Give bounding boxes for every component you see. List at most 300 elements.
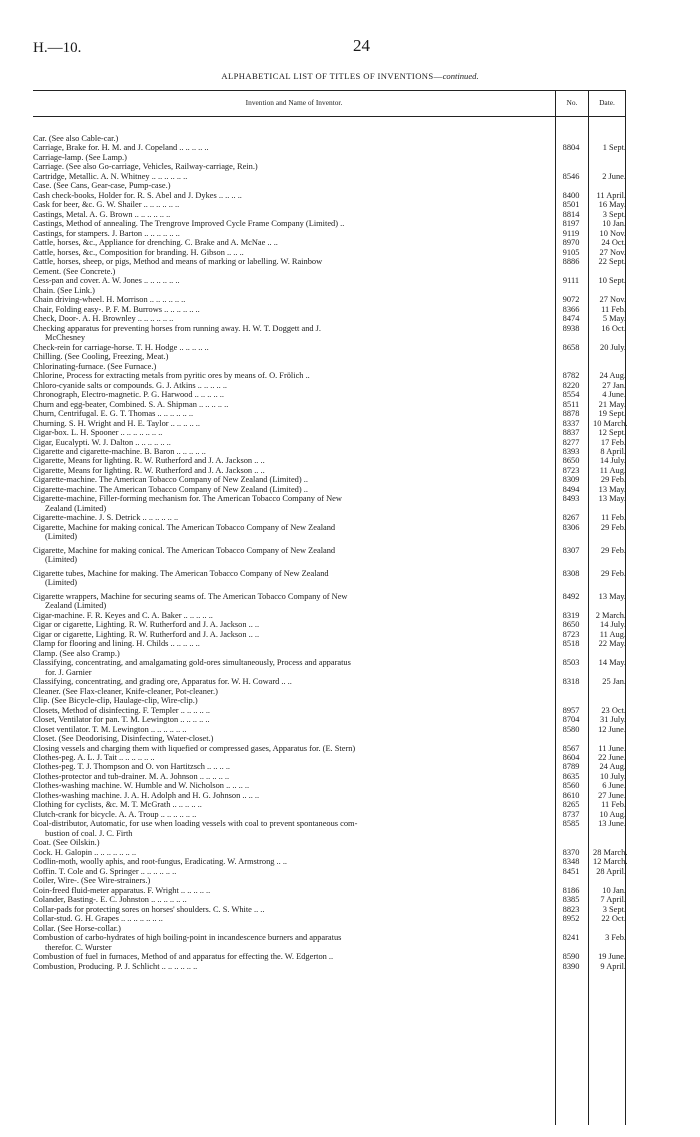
- table-row: [33, 781, 626, 790]
- patent-number: 8309: [562, 475, 580, 485]
- invention-title: therefor. C. Wurster: [45, 942, 112, 952]
- patent-date: 11 Feb.: [601, 304, 626, 314]
- invention-title: Chilling. (See Cooling, Freezing, Meat.): [33, 352, 169, 362]
- table-row: [33, 696, 626, 705]
- invention-title: Cask for beer, &c. G. W. Shailer .. .. .. .. .. ..: [33, 200, 180, 210]
- column-header-date: Date.: [599, 98, 615, 107]
- table-row: [33, 286, 626, 295]
- patent-number: 9105: [562, 247, 580, 257]
- invention-title: Carriage-lamp. (See Lamp.): [33, 152, 127, 162]
- invention-title: Clamp. (See also Cramp.): [33, 648, 120, 658]
- table-row: [33, 162, 626, 171]
- invention-title: Cigarette, Means for lighting. R. W. Rutherford and J. A. Jackson .. ..: [33, 456, 265, 466]
- patent-date: 10 July.: [600, 771, 626, 781]
- table-row: [33, 620, 626, 629]
- patent-date: 10 Jan.: [602, 219, 626, 229]
- table-row: [33, 639, 626, 648]
- patent-number: 8494: [562, 484, 580, 494]
- patent-number: 8723: [562, 629, 580, 639]
- table-row: [33, 381, 626, 390]
- invention-title: Collar-stud. G. H. Grapes .. .. .. .. .. .. ..: [33, 914, 163, 924]
- patent-date: 24 Oct.: [601, 238, 626, 248]
- patent-date: 16 Oct.: [601, 323, 626, 333]
- patent-number: 8393: [562, 446, 580, 456]
- patent-number: 8241: [562, 933, 580, 943]
- patent-date: 11 Aug.: [599, 629, 626, 639]
- invention-title: Carriage, Brake for. H. M. and J. Copeland .. .. .. .. ..: [33, 143, 209, 153]
- patent-number: 8348: [562, 857, 580, 867]
- patent-number: 8938: [562, 323, 580, 333]
- patent-number: 8493: [562, 494, 580, 504]
- patent-number: 8186: [562, 885, 580, 895]
- table-row: [33, 504, 626, 513]
- patent-number: 8886: [562, 257, 580, 267]
- patent-number: 8366: [562, 304, 580, 314]
- patent-number: 8492: [562, 591, 580, 601]
- table-row: [33, 952, 626, 961]
- patent-date: 11 Feb.: [601, 513, 626, 523]
- table-row: [33, 314, 626, 323]
- table-row: [33, 772, 626, 781]
- invention-title: Check, Door-. A. H. Brownley .. .. .. .. .. ..: [33, 314, 174, 324]
- invention-title: Coffin. T. Cole and G. Springer .. .. .. .. .. ..: [33, 866, 177, 876]
- patent-number: 8610: [562, 790, 580, 800]
- table-row: [33, 715, 626, 724]
- patent-date: 11 April.: [596, 190, 626, 200]
- table-row: [33, 456, 626, 465]
- patent-number: 8503: [562, 658, 580, 668]
- patent-number: 8837: [562, 428, 580, 438]
- invention-title: Codlin-moth, woolly aphis, and root-fungus, Eradicating. W. Armstrong .. ..: [33, 857, 288, 867]
- table-row: [33, 905, 626, 914]
- table-row: [33, 343, 626, 352]
- invention-title: Coat. (See Oilskin.): [33, 838, 100, 848]
- table-row: [33, 191, 626, 200]
- invention-title: (Limited): [45, 555, 78, 565]
- invention-title: Cigar or cigarette, Lighting. R. W. Rutherford and J. A. Jackson .. ..: [33, 620, 260, 630]
- table-row: [33, 409, 626, 418]
- patent-number: 8474: [562, 314, 580, 324]
- invention-title: Cigar or cigarette, Lighting. R. W. Rutherford and J. A. Jackson .. ..: [33, 629, 260, 639]
- patent-number: 8560: [562, 781, 580, 791]
- table-row: [33, 819, 626, 828]
- table-row: [33, 800, 626, 809]
- invention-title: Cattle, horses, &c., Appliance for drenching. C. Brake and A. McNae .. ..: [33, 238, 278, 248]
- patent-number: 8197: [562, 219, 580, 229]
- table-row: [33, 677, 626, 686]
- patent-date: 14 July.: [600, 456, 626, 466]
- patent-number: 8265: [562, 800, 580, 810]
- patent-number: 8277: [562, 437, 580, 447]
- patent-date: 19 Sept.: [598, 409, 626, 419]
- table-row: [33, 371, 626, 380]
- table-row: [33, 895, 626, 904]
- table-row: [33, 485, 626, 494]
- table-row: [33, 513, 626, 522]
- invention-title: McChesney: [45, 333, 86, 343]
- patent-number: 8782: [562, 371, 580, 381]
- patent-date: 10 March.: [593, 418, 628, 428]
- patent-number: 8567: [562, 743, 580, 753]
- invention-title: Churning. S. H. Wright and H. E. Taylor .. .. .. .. ..: [33, 418, 200, 428]
- invention-title: Checking apparatus for preventing horses from running away. H. W. T. Doggett and J.: [33, 323, 322, 333]
- patent-number: 8554: [562, 390, 580, 400]
- table-row: [33, 791, 626, 800]
- patent-date: 27 June.: [598, 790, 626, 800]
- invention-title: Closet ventilator. T. M. Lewington .. .. .. .. .. ..: [33, 724, 187, 734]
- invention-title: Cigarette-machine. J. S. Detrick .. .. .. .. .. ..: [33, 513, 179, 523]
- patent-date: 5 May.: [602, 314, 626, 324]
- table-row: [33, 324, 626, 333]
- patent-date: 12 March.: [593, 857, 628, 867]
- invention-title: bustion of coal. J. C. Firth: [45, 828, 133, 838]
- patent-date: 10 Aug.: [599, 809, 626, 819]
- table-row: [33, 555, 626, 564]
- invention-title: Classifying, concentrating, and grading ore, Apparatus for. W. H. Coward .. ..: [33, 677, 292, 687]
- patent-date: 19 June.: [598, 952, 626, 962]
- patent-number: 9111: [562, 276, 580, 286]
- patent-date: 21 May.: [598, 399, 626, 409]
- invention-title: Cement. (See Concrete.): [33, 266, 116, 276]
- table-row: [33, 248, 626, 257]
- invention-title: Clothes-peg. A. L. J. Tait .. .. .. .. .. ..: [33, 753, 155, 762]
- invention-title: Chair, Folding easy-. P. F. M. Burrows .. .. .. .. .. ..: [33, 304, 200, 314]
- invention-title: Cigarette, Machine for making conical. The American Tobacco Company of New Zealand: [33, 522, 336, 532]
- patent-date: 16 May.: [598, 200, 626, 210]
- patent-date: 20 July.: [600, 342, 626, 352]
- inventions-table: [33, 90, 626, 1125]
- patent-number: 8737: [562, 809, 580, 819]
- patent-date: 14 July.: [600, 620, 626, 630]
- table-row: [33, 210, 626, 219]
- table-row: [33, 601, 626, 610]
- invention-title: Closets, Method of disinfecting. F. Templer .. .. .. .. ..: [33, 705, 211, 715]
- invention-title: Castings, Metal. A. G. Brown .. .. .. .. .. ..: [33, 209, 171, 219]
- table-row: [33, 532, 626, 541]
- patent-date: 27 Nov.: [599, 295, 626, 305]
- invention-title: Chloro-cyanide salts or compounds. G. J. Atkins .. .. .. .. ..: [33, 380, 228, 390]
- patent-number: 8220: [562, 380, 580, 390]
- table-row: [33, 762, 626, 771]
- table-row: [33, 744, 626, 753]
- invention-title: Closet. (See Deodorising, Disinfecting, Water-closet.): [33, 734, 214, 744]
- invention-title: Check-rein for carriage-horse. T. H. Hodge .. .. .. .. ..: [33, 342, 209, 352]
- table-row: [33, 857, 626, 866]
- invention-title: Combustion of fuel in furnaces, Method of and apparatus for effecting the. W. Edgerton ..: [33, 952, 334, 962]
- table-row: [33, 933, 626, 942]
- patent-number: 8823: [562, 904, 580, 914]
- invention-title: Cess-pan and cover. A. W. Jones .. .. .. .. .. ..: [33, 276, 180, 286]
- patent-number: 8306: [562, 522, 580, 532]
- invention-title: Chain driving-wheel. H. Morrison .. .. .. .. .. ..: [33, 295, 186, 305]
- table-row: [33, 475, 626, 484]
- table-row: [33, 295, 626, 304]
- invention-title: Clothes-washing machine. J. A. H. Adolph and H. G. Johnson .. .. ..: [33, 790, 260, 800]
- invention-title: Cigar-box. L. H. Spooner .. .. .. .. .. .. ..: [33, 428, 163, 438]
- invention-title: Clothing for cyclists, &c. M. T. McGrath .. .. .. .. ..: [33, 800, 202, 810]
- table-row: [33, 400, 626, 409]
- patent-number: 8337: [562, 418, 580, 428]
- invention-title: Cigarette tubes, Machine for making. The American Tobacco Company of New Zealand: [33, 568, 329, 578]
- document-reference: H.—10.: [33, 40, 82, 56]
- table-row: [33, 153, 626, 162]
- invention-title: Cock. H. Galopin .. .. .. .. .. .. ..: [33, 847, 137, 857]
- invention-title: Clothes-washing machine. W. Humble and W. Nicholson .. .. .. ..: [33, 781, 250, 791]
- invention-title: Cleaner. (See Flax-cleaner, Knife-cleaner, Pot-cleaner.): [33, 686, 218, 696]
- table-row: [33, 943, 626, 952]
- column-header-invention: Invention and Name of Inventor.: [245, 98, 343, 107]
- patent-number: 8546: [562, 171, 580, 181]
- invention-title: Castings, for stampers. J. Barton .. .. .. .. .. ..: [33, 228, 180, 238]
- patent-number: 8580: [562, 724, 580, 734]
- patent-number: 8590: [562, 952, 580, 962]
- patent-date: 14 May.: [598, 658, 626, 668]
- table-row: [33, 200, 626, 209]
- table-row: [33, 362, 626, 371]
- patent-date: 25 Jan.: [602, 677, 626, 687]
- patent-date: 27 Nov.: [599, 247, 626, 257]
- patent-date: 22 May.: [598, 639, 626, 649]
- invention-title: Chlorine, Process for extracting metals from pyritic ores by means of. O. Frölich ..: [33, 371, 310, 381]
- invention-title: Zealand (Limited): [45, 601, 107, 611]
- invention-title: Combustion of carbo-hydrates of high boiling-point in incandescence burners and apparatus: [33, 933, 342, 943]
- invention-title: Cigarette-machine, Filler-forming mechanism for. The American Tobacco Company of New: [33, 494, 342, 504]
- invention-title: Colander, Basting-. E. C. Johnston .. .. .. .. .. ..: [33, 895, 187, 905]
- patent-number: 8814: [562, 209, 580, 219]
- patent-number: 8658: [562, 342, 580, 352]
- patent-date: 10 Jan.: [602, 885, 626, 895]
- patent-date: 29 Feb.: [600, 522, 626, 532]
- invention-title: Cigarette, Means for lighting. R. W. Rutherford and J. A. Jackson .. ..: [33, 465, 265, 475]
- patent-date: 29 Feb.: [600, 568, 626, 578]
- patent-number: 8318: [562, 677, 580, 687]
- patent-number: 8390: [562, 961, 580, 971]
- patent-number: 8385: [562, 895, 580, 905]
- table-row: [33, 886, 626, 895]
- table-header-rule: [33, 116, 626, 117]
- table-row: [33, 848, 626, 857]
- invention-title: Collar. (See Horse-collar.): [33, 923, 121, 933]
- invention-title: Cigarette wrappers, Machine for securing seams of. The American Tobacco Company of New: [33, 591, 348, 601]
- invention-title: Churn and egg-beater, Combined. S. A. Shipman .. .. .. .. ..: [33, 399, 229, 409]
- patent-number: 8451: [562, 866, 580, 876]
- invention-title: Case. (See Cans, Gear-case, Pump-case.): [33, 181, 171, 191]
- table-row: [33, 333, 626, 342]
- patent-date: 3 Feb.: [605, 933, 626, 943]
- patent-date: 11 Aug.: [599, 465, 626, 475]
- invention-title: Clothes-peg. T. J. Thompson and O. von Hartitzsch .. .. .. ..: [33, 762, 231, 772]
- table-row: [33, 238, 626, 247]
- patent-date: 22 Oct.: [601, 914, 626, 924]
- invention-title: (Limited): [45, 578, 78, 588]
- invention-title: Closing vessels and charging them with liquefied or compressed gases, Apparatus for. (E. Stern): [33, 743, 356, 753]
- invention-title: Coal-distributor, Automatic, for use when loading vessels with coal to prevent spontaneous com-: [33, 819, 358, 829]
- title-continued: continued.: [442, 71, 479, 81]
- patent-date: 22 June.: [598, 753, 626, 762]
- table-row: [33, 668, 626, 677]
- patent-date: 13 June.: [598, 819, 626, 829]
- table-row: [33, 438, 626, 447]
- patent-date: 29 Feb.: [600, 475, 626, 485]
- patent-number: 8511: [562, 399, 580, 409]
- patent-date: 28 March.: [593, 847, 628, 857]
- page-number: 24: [353, 36, 370, 55]
- patent-date: 9 April.: [600, 961, 626, 971]
- table-row: [33, 428, 626, 437]
- invention-title: for. J. Garnier: [45, 667, 92, 677]
- invention-title: Collar-pads for protecting sores on horses' shoulders. C. S. White .. ..: [33, 904, 265, 914]
- invention-title: Cartridge, Metallic. A. N. Whitney .. .. .. .. .. ..: [33, 171, 188, 181]
- patent-date: 24 Aug.: [599, 762, 626, 772]
- patent-date: 10 Sept.: [598, 276, 626, 286]
- patent-date: 11 June.: [598, 743, 626, 753]
- invention-title: Classifying, concentrating, and amalgamating gold-ores simultaneously, Process and apparatus: [33, 658, 351, 668]
- table-row: [33, 447, 626, 456]
- table-row: [33, 305, 626, 314]
- table-row: [33, 143, 626, 152]
- table-row: [33, 523, 626, 532]
- column-header-no: No.: [566, 98, 578, 107]
- patent-number: 8723: [562, 465, 580, 475]
- patent-number: 8267: [562, 513, 580, 523]
- table-row: [33, 962, 626, 971]
- invention-title: (Limited): [45, 532, 78, 542]
- patent-number: 9072: [562, 295, 580, 305]
- patent-number: 8952: [562, 914, 580, 924]
- table-row: [33, 276, 626, 285]
- invention-title: Closet, Ventilator for pan. T. M. Lewington .. .. .. .. ..: [33, 715, 210, 725]
- table-row: [33, 829, 626, 838]
- patent-date: 13 May.: [598, 591, 626, 601]
- table-row: [33, 649, 626, 658]
- patent-date: 11 Feb.: [601, 800, 626, 810]
- invention-title: Cigarette-machine. The American Tobacco Company of New Zealand (Limited) ..: [33, 475, 308, 485]
- invention-title: Cattle, horses, &c., Composition for branding. H. Gibson .. .. ..: [33, 247, 244, 257]
- invention-title: Cattle, horses, sheep, or pigs, Method and means of marking or labelling. W. Rainbow: [33, 257, 323, 267]
- invention-title: Castings, Method of annealing. The Trengrove Improved Cycle Frame Company (Limited) ..: [33, 219, 345, 229]
- invention-title: Churn, Centrifugal. E. G. T. Thomas .. .. .. .. .. ..: [33, 409, 194, 419]
- table-row: [33, 658, 626, 667]
- invention-title: Clothes-protector and tub-drainer. M. A. Johnson .. .. .. .. ..: [33, 771, 230, 781]
- invention-title: Clip. (See Bicycle-clip, Haulage-clip, Wire-clip.): [33, 696, 198, 706]
- patent-date: 24 Aug.: [599, 371, 626, 381]
- invention-title: Cigarette, Machine for making conical. The American Tobacco Company of New Zealand: [33, 545, 336, 555]
- table-row: [33, 630, 626, 639]
- invention-title: Chain. (See Link.): [33, 285, 95, 295]
- table-row: [33, 592, 626, 601]
- patent-number: 8518: [562, 639, 580, 649]
- patent-date: 31 July.: [600, 715, 626, 725]
- invention-title: Zealand (Limited): [45, 503, 107, 513]
- table-row: [33, 753, 626, 762]
- table-row: [33, 924, 626, 933]
- invention-title: Cigarette and cigarette-machine. B. Baron .. .. .. .. ..: [33, 446, 206, 456]
- patent-date: 17 Feb.: [600, 437, 626, 447]
- patent-number: 8957: [562, 705, 580, 715]
- invention-title: Chronograph, Electro-magnetic. P. G. Harwood .. .. .. .. ..: [33, 390, 224, 400]
- patent-number: 8878: [562, 409, 580, 419]
- table-row: [33, 734, 626, 743]
- patent-number: 8307: [562, 545, 580, 555]
- patent-date: 3 Sept.: [602, 209, 626, 219]
- patent-date: 2 June.: [602, 171, 626, 181]
- patent-number: 8650: [562, 456, 580, 466]
- patent-date: 22 Sept.: [598, 257, 626, 267]
- patent-number: 8308: [562, 568, 580, 578]
- patent-date: 27 Jan.: [602, 380, 626, 390]
- invention-title: Clutch-crank for bicycle. A. A. Troup .. .. .. .. .. ..: [33, 809, 197, 819]
- patent-date: 29 Feb.: [600, 545, 626, 555]
- patent-date: 28 April.: [596, 866, 626, 876]
- patent-date: 4 June.: [602, 390, 626, 400]
- table-row: [33, 172, 626, 181]
- patent-date: 2 March.: [595, 610, 626, 620]
- invention-title: Chlorinating-furnace. (See Furnace.): [33, 361, 157, 371]
- patent-number: 8370: [562, 847, 580, 857]
- table-row: [33, 876, 626, 885]
- table-row: [33, 229, 626, 238]
- patent-date: 12 Sept.: [598, 428, 626, 438]
- table-body: [33, 134, 626, 971]
- table-row: [33, 546, 626, 555]
- page-title: [0, 71, 700, 81]
- patent-number: 8789: [562, 762, 580, 772]
- patent-date: 1 Sept.: [602, 143, 626, 153]
- patent-date: 10 Nov.: [599, 228, 626, 238]
- table-row: [33, 706, 626, 715]
- title-main: ALPHABETICAL LIST OF TITLES OF INVENTIONS—: [221, 71, 443, 81]
- table-row: [33, 494, 626, 503]
- page-header: [33, 36, 660, 66]
- table-row: [33, 390, 626, 399]
- patent-number: 8704: [562, 715, 580, 725]
- invention-title: Coin-freed fluid-meter apparatus. F. Wright .. .. .. .. ..: [33, 885, 211, 895]
- table-row: [33, 569, 626, 578]
- patent-number: 8635: [562, 771, 580, 781]
- invention-title: Coiler, Wire-. (See Wire-strainers.): [33, 876, 151, 886]
- patent-date: 6 June.: [602, 781, 626, 791]
- table-row: [33, 914, 626, 923]
- patent-number: 8319: [562, 610, 580, 620]
- table-row: [33, 810, 626, 819]
- table-row: [33, 687, 626, 696]
- table-row: [33, 419, 626, 428]
- patent-number: 9119: [562, 228, 580, 238]
- table-row: [33, 257, 626, 266]
- table-row: [33, 219, 626, 228]
- invention-title: Cigar, Eucalypti. W. J. Dalton .. .. .. .. .. ..: [33, 437, 171, 447]
- invention-title: Cigarette-machine. The American Tobacco Company of New Zealand (Limited) ..: [33, 484, 308, 494]
- patent-date: 12 June.: [598, 724, 626, 734]
- table-row: [33, 725, 626, 734]
- invention-title: Clamp for flooring and lining. H. Childs .. .. .. .. ..: [33, 639, 200, 649]
- patent-number: 8501: [562, 200, 580, 210]
- invention-title: Cigar-machine. F. R. Keyes and C. A. Baker .. .. .. .. ..: [33, 610, 213, 620]
- table-row: [33, 466, 626, 475]
- table-row: [33, 838, 626, 847]
- patent-number: 8970: [562, 238, 580, 248]
- patent-number: 8604: [562, 753, 580, 762]
- table-row: [33, 134, 626, 143]
- patent-date: 13 May.: [598, 494, 626, 504]
- invention-title: Cash check-books, Holder for. R. S. Abel and J. Dykes .. .. .. ..: [33, 190, 242, 200]
- invention-title: Combustion, Producing. P. J. Schlicht .. .. .. .. .. ..: [33, 961, 198, 971]
- patent-date: 8 April.: [600, 446, 626, 456]
- patent-number: 8804: [562, 143, 580, 153]
- table-row: [33, 611, 626, 620]
- table-row: [33, 352, 626, 361]
- table-row: [33, 181, 626, 190]
